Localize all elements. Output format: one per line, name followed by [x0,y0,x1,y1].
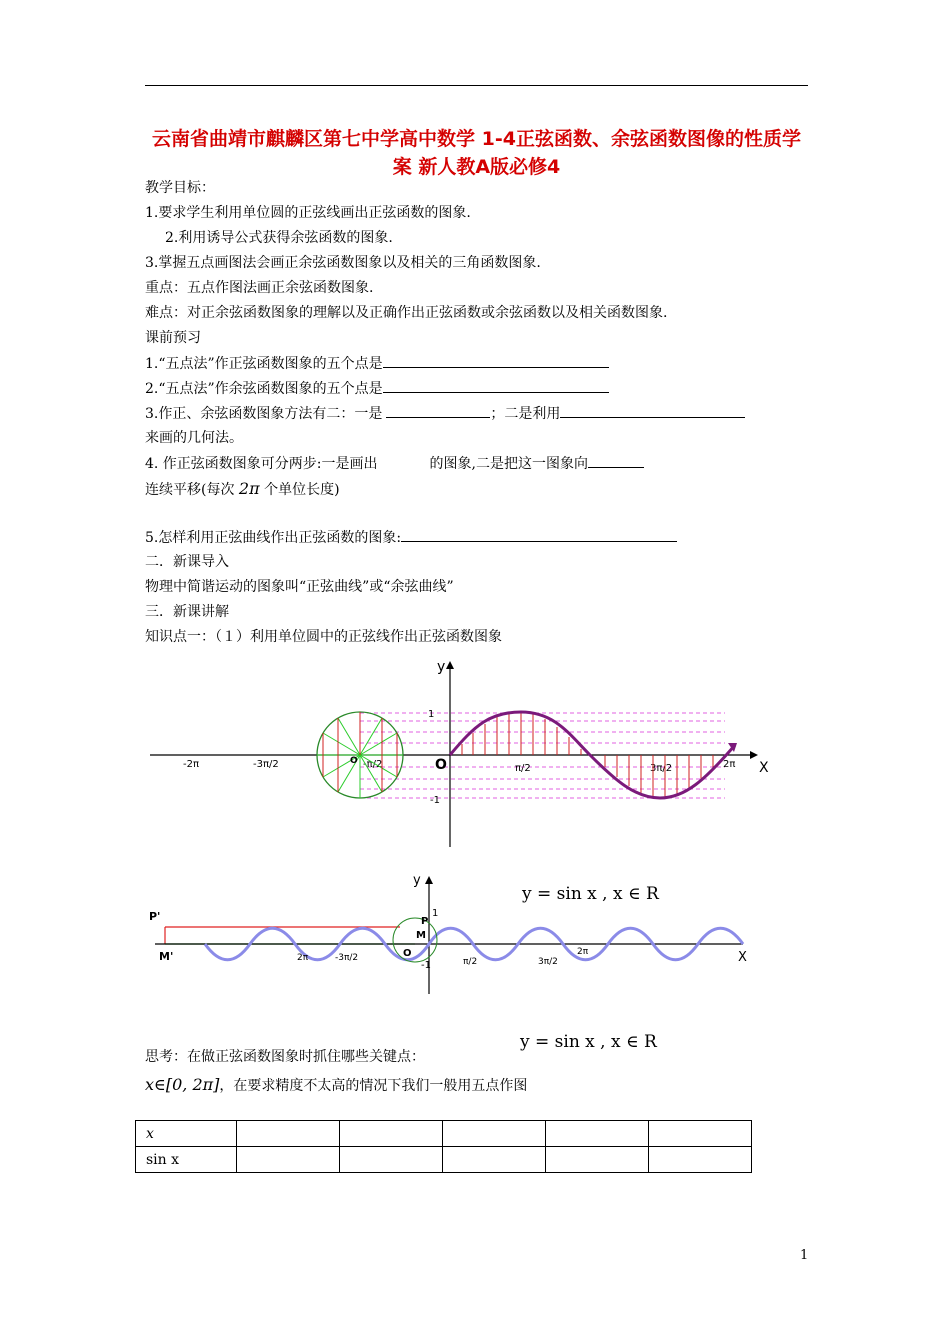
key-point: 重点：五点作图法画正余弦函数图象. [145,280,374,296]
domain-expression: x∈[0, 2π] [145,1075,220,1094]
origin-label: O [435,757,447,773]
table-cell[interactable] [237,1121,340,1147]
label-p-prime: P' [149,910,161,923]
table-cell[interactable] [649,1121,752,1147]
preview-q1 [145,353,609,374]
section3-heading: 三．新课讲解 [145,604,229,620]
unit-circle-sine-figure [145,655,769,850]
domain-text: ，在要求精度不太高的情况下我们一般用五点作图 [219,1078,528,1094]
preview-q2-text: 2.“五点法”作余弦函数图象的五个点是 [145,381,383,397]
table-cell[interactable] [237,1147,340,1173]
two-pi: 2π [238,479,260,498]
document-title: 云南省曲靖市麒麟区第七中学高中数学 1-4正弦函数、余弦函数图像的性质学案 新人教A版必修4 [152,128,801,178]
answer-blank[interactable] [383,378,609,393]
label-2pi: 2π [577,947,589,957]
preview-q3-text-b: ；二是利用 [490,406,561,422]
tick-2pi: 2π [723,759,736,770]
label-neg2pi: 2π [297,953,309,963]
preview-q3-cont: 来画的几何法。 [145,430,243,446]
domain-line [145,1075,527,1096]
label-1: 1 [432,908,439,919]
answer-blank[interactable] [401,527,677,542]
tick-pi-2: π/2 [515,763,531,774]
y-axis-label: y [437,659,446,675]
answer-blank[interactable] [386,403,490,418]
equation-1: y = sin x , x ∈ R [522,884,659,904]
knowledge-point-1: 知识点一：（１）利用单位圆中的正弦线作出正弦函数图象 [145,629,502,645]
tick-3pi-2: 3π/2 [650,763,673,774]
goal-3: 3.掌握五点画图法会画正余弦函数图象以及相关的三角函数图象. [145,255,541,271]
difficulty: 难点：对正余弦函数图象的理解以及正确作出正弦函数或余弦函数以及相关函数图象. [145,305,668,321]
table-cell[interactable] [546,1121,649,1147]
goal-2: 2.利用诱导公式获得余弦函数的图象. [165,230,393,246]
label-p: P [421,916,429,927]
label-pi2: π/2 [463,957,478,967]
label-m: M [416,930,426,941]
table-cell[interactable] [340,1121,443,1147]
answer-blank[interactable] [560,403,745,418]
y-axis-label-2: y [413,873,421,888]
goals-heading: 教学目标： [145,180,215,196]
preview-q4-text-e: 个单位长度) [264,482,340,498]
table-cell[interactable] [443,1121,546,1147]
y-tick-neg1: -1 [430,795,440,806]
label-neg1: -1 [421,960,431,971]
five-point-table [135,1120,752,1173]
tick-neg-pi-2: -π/2 [363,759,383,770]
preview-q3 [145,403,745,424]
answer-blank[interactable] [588,453,644,468]
table-row [136,1147,752,1173]
page-number: 1 [800,1248,809,1263]
think-prompt: 思考：在做正弦函数图象时抓住哪些关键点： [145,1049,425,1065]
preview-q4-cont [145,479,340,500]
table-cell[interactable] [649,1147,752,1173]
preview-q3-text-a: 3.作正、余弦函数图象方法有二：一是 [145,406,383,422]
preview-q2 [145,378,609,399]
row-header-sinx: sin x [136,1147,237,1173]
label-o: O [403,948,412,959]
preview-q4-text-c: 连续平移(每次 [145,482,235,498]
tick-neg-2pi: -2π [183,759,199,770]
answer-blank[interactable] [383,353,609,368]
table-cell[interactable] [443,1147,546,1173]
header-rule [145,85,808,86]
section2-heading: 二．新课导入 [145,554,229,570]
row-header-x: x [136,1121,237,1147]
preview-q4-text-b: 的图象,二是把这一图象向 [429,456,588,472]
goal-1: 1.要求学生利用单位圆的正弦线画出正弦函数的图象. [145,205,471,221]
y-tick-1: 1 [428,709,435,720]
svg-text:O: O [350,756,358,766]
table-cell[interactable] [546,1147,649,1173]
x-axis-label-2: X [738,950,747,965]
label-neg3pi2: -3π/2 [335,953,359,963]
preview-q1-text: 1.“五点法”作正弦函数图象的五个点是 [145,356,383,372]
preview-q5 [145,527,677,548]
label-3pi2: 3π/2 [538,957,558,967]
sine-wave-figure [145,872,760,997]
equation-2: y = sin x , x ∈ R [520,1032,657,1052]
table-row [136,1121,752,1147]
preview-q5-text: 5.怎样利用正弦曲线作出正弦函数的图象: [145,530,402,546]
preview-q4-text-a: 4. 作正弦函数图象可分两步:一是画出 [145,456,378,472]
preview-heading: 课前预习 [145,330,201,346]
table-cell[interactable] [340,1147,443,1173]
tick-neg-3pi-2: -3π/2 [253,759,279,770]
x-axis-label: X [759,760,769,776]
label-m-prime: M' [159,950,174,963]
preview-q4 [145,453,644,474]
section2-text: 物理中简谐运动的图象叫“正弦曲线”或“余弦曲线” [145,579,454,595]
